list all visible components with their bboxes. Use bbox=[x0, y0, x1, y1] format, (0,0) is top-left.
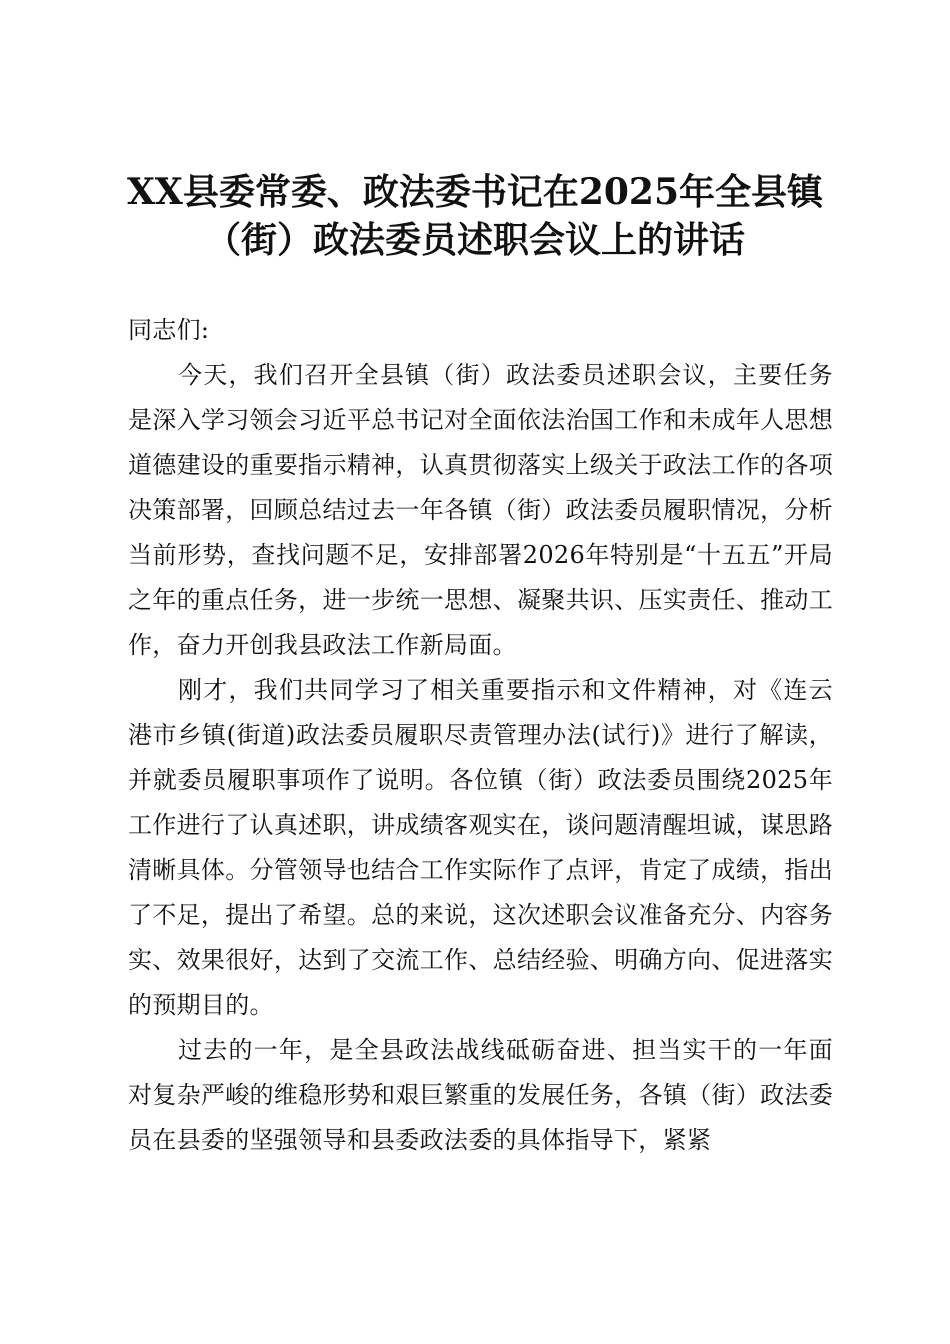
title-line-1: XX县委常委、政法委书记在2025年全县镇 bbox=[126, 171, 824, 213]
title-line-2: （街）政法委员述职会议上的讲话 bbox=[204, 219, 745, 261]
salutation: 同志们: bbox=[128, 316, 210, 344]
paragraph-2: 刚才，我们共同学习了相关重要指示和文件精神，对《连云港市乡镇(街道)政法委员履职尽责管理办法(试行)》进行了解读，并就委员履职事项作了说明。各位镇（街）政法委员围绕2025年工作进行了认真述职，讲成绩客观实在，谈问题清醒坦诚，谋思路清晰具体。分管领导也结合工作实际作了点评，肯定了成绩，指出了不足，提出了希望。总的来说，这次述职会议准备充分、内容务实、效果很好，达到了交流工作、总结经验、明确方向、促进落实的预期目的。 bbox=[128, 676, 833, 1019]
paragraph-3: 过去的一年，是全县政法战线砥砺奋进、担当实干的一年面对复杂严峻的维稳形势和艰巨繁重的发展任务，各镇（街）政法委员在县委的坚强领导和县委政法委的具体指导下，紧紧 bbox=[128, 1036, 833, 1154]
document-body bbox=[128, 308, 833, 1163]
paragraph-1: 今天，我们召开全县镇（街）政法委员述职会议，主要任务是深入学习领会习近平总书记对全面依法治国工作和未成年人思想道德建设的重要指示精神，认真贯彻落实上级关于政法工作的各项决策部署，回顾总结过去一年各镇（街）政法委员履职情况，分析当前形势，查找问题不足，安排部署2026年特别是“十五五”开局之年的重点任务，进一步统一思想、凝聚共识、压实责任、推动工作，奋力开创我县政法工作新局面。 bbox=[128, 361, 833, 659]
document-title bbox=[80, 168, 870, 264]
